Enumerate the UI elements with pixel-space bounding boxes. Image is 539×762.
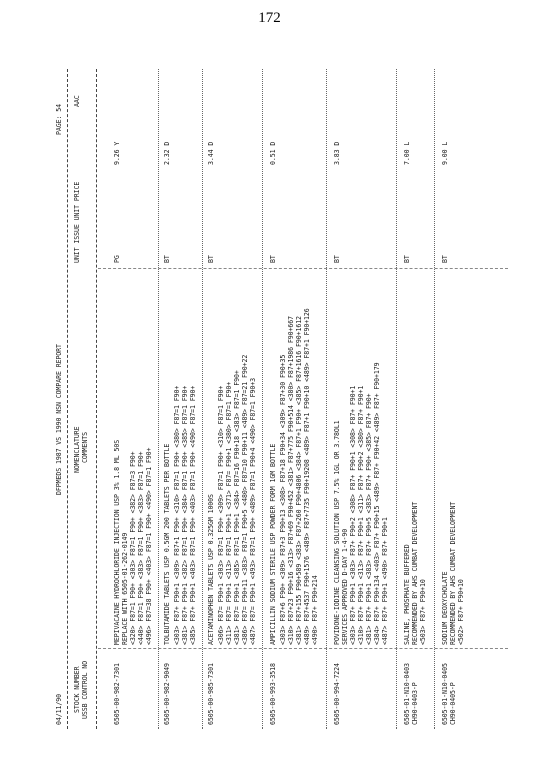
entry-divider: [434, 69, 435, 729]
stock-number: 6505-00-994-7224: [333, 663, 341, 725]
comment-line: SERVICES APPROVED D-DAY 1-4-90: [341, 528, 349, 645]
code-line: <381> F87+155 F90+589 <383> F87+260 F90+4806 <384> F87+1 F90+ <385> F87+1616 F90+1612: [295, 316, 303, 645]
item-nomenclature: MEPIVACAINE HYDROCHLORIDE INJECTION USP 3% 1.8 ML 50S: [113, 439, 121, 645]
item-nomenclature: AMPICILLIN SODIUM STERILE USP POWDER FORM 1GM BOTTLE: [269, 443, 277, 645]
unit-price: 3.44 D: [207, 141, 215, 165]
code-line: <306> F87= F90+1 <303> F87=1 F90+ <309> F87=1 F90+ <310> F87=1 F90+: [217, 385, 225, 645]
code-line: <310> F87+23 F90+16 <313> F87+69 F90+452 <381> F87+775 F90+514 <380> F87+1986 F90+667: [287, 316, 295, 645]
column-header-rule: [96, 69, 97, 729]
stock-number: 6505-00-982-9049: [163, 663, 171, 725]
entry-divider: [158, 69, 159, 729]
column-divider: [98, 648, 508, 649]
comment-line: RECOMMENDED BY AHS CUMBAT DEVELOPMENT: [449, 501, 457, 645]
code-line: <440> F87=1 F90+ <383> F87=1 F90+ <383> F87=1 F90+: [137, 451, 145, 645]
unit-price: 2.32 D: [163, 141, 171, 165]
col-stock-number: STOCK NUMBER: [73, 666, 81, 713]
code-line: <386> F87= F90+11 <383> F87=1 F90+5 <480> F87=10 F90+11 <489> F87=21 F90+22: [241, 354, 249, 645]
entry-divider: [262, 69, 263, 729]
unit-issue: BT: [403, 255, 411, 263]
control-number: CH90-0403-P: [411, 682, 419, 725]
code-line: <381> F87+ F90+1 <382> F87=1 F90+ <384> F87=1 F90+ <385> F87=1 F90+: [181, 385, 189, 645]
code-line: <502> F87+ F90+10: [457, 579, 465, 645]
item-nomenclature: SODIUM DEOXYCHOLATE: [441, 571, 449, 645]
col-comments: COMMENTS: [81, 432, 89, 463]
code-line: <303> F87+ F90+1 <303> F87+ F90+2 <308> F87+ F90+1 <308> F87+ F90+1: [349, 385, 357, 645]
report-title: DFPMEDS 1987 VS 1990 NSN COMPARE REPORT: [55, 344, 63, 495]
unit-price: 9.26 Y: [113, 141, 121, 165]
code-line: <496> F87=38 F90+ <403> F87=1 F90+ <490> F87=1 F90+: [145, 447, 153, 645]
item-nomenclature: SALINE, PHOSPHATE BUFFERED: [403, 544, 411, 645]
control-number: CH90-0405-P: [449, 682, 457, 725]
col-ui-price: UNIT ISSUE UNIT PRICE: [73, 181, 81, 263]
unit-issue: BT: [269, 255, 277, 263]
unit-price: 7.00 L: [403, 141, 411, 165]
code-line: <384> F87+ F90+134 <403> F87+ F90+15 <489> F87+ F90+42 <489> F87+ F90+179: [373, 362, 381, 645]
item-nomenclature: POVIDONE-IODINE CLEANSING SOLUTION USP 7.5% 1GL OR 3.78OL1: [333, 420, 341, 645]
unit-issue: BT: [163, 255, 171, 263]
scanned-report-page: [40, 63, 510, 731]
code-line: <490> F87+ F90+214: [311, 575, 319, 645]
code-line: <489> F87+4537 F90+1576 <489> F87+7735 F90+19208 <489> F87+1 F90+10 <489> F87+1 F90+126: [303, 308, 311, 645]
code-line: <310> F87+ F90+1 <313> F87+ F90+1 <311> F87+ F90+2 <380> F87+ F90+1: [357, 385, 365, 645]
entry-divider: [202, 69, 203, 729]
code-line: <320> F87=1 F90+ <303> F87=1 F90+ <382> F87=3 F90+: [129, 451, 137, 645]
unit-issue: BT: [207, 255, 215, 263]
page-number: 172: [258, 10, 281, 26]
col-control-no: USSB CONTROL NO: [81, 660, 89, 719]
entry-divider: [326, 69, 327, 729]
item-nomenclature: TOLBUTAMIDE TABLETS USP 0.5GM 200 TABLETS PER BOTTLE: [163, 443, 171, 645]
column-divider: [98, 268, 508, 269]
report-date: 04/11/90: [55, 694, 63, 725]
unit-issue: BT: [441, 255, 449, 263]
stock-number: 6505-00-985-7301: [207, 663, 215, 725]
col-aac: AAC: [73, 95, 81, 107]
code-line: <503> F87+ F90+10: [419, 579, 427, 645]
unit-price: 0.51 D: [269, 141, 277, 165]
code-line: <311> F87= F90+1 <313> F87=1 F90+1 <371> F87= F90+1 <380> F87=1 F90+: [225, 381, 233, 645]
stock-number: 6505-01-N10-0403: [403, 663, 411, 725]
code-line: <381> F87= F90+1 <385> F87=1 F90+1 <384> F87=16 F90+18 <383> F87=1 F90+: [233, 370, 241, 645]
item-nomenclature: ACETAMINOPHEN TABLETS USP 0.325GM 1000S: [207, 494, 215, 645]
stock-number: 6505-00-993-3518: [269, 663, 277, 725]
unit-price: 9.00 L: [441, 141, 449, 165]
header-rule: [67, 69, 68, 729]
unit-price: 3.83 D: [333, 141, 341, 165]
code-line: <303> F87+6 F90+ <309> F87+3 F90+13 <308> F87+18 F90+34 <309> F87+30 F90+35: [279, 354, 287, 645]
report-header: [56, 63, 64, 731]
unit-issue: PG: [113, 255, 121, 263]
comment-line: REPLACE WITH 6505-01-262-0149: [121, 532, 129, 645]
entry-divider: [396, 69, 397, 729]
col-nomenclature: NOMENCLATURE: [73, 426, 81, 473]
code-line: <385> F87+ F90+1 <403> F87=1 F90+ <403> F87=1 F90+ <490> F87=1 F90+: [189, 385, 197, 645]
code-line: <487> F87+ F90+1 <490> F87+ F90+1: [381, 517, 389, 645]
stock-number: 6505-01-N10-0405: [441, 663, 449, 725]
code-line: <487> F87= F90+1 <493> F87=1 F90+ <489> F87=1 F90+4 <490> F87=1 F90+3: [249, 377, 257, 645]
report-page-label: PAGE: 54: [55, 104, 63, 135]
stock-number: 6505-00-982-7301: [113, 663, 121, 725]
comment-line: RECOMMENDED BY AHS CUMBAT DEVELOPMENT: [411, 501, 419, 645]
code-line: <303> F87+ F90+1 <309> F87+1 F90+ <310> F87=1 F90+ <380> F87=1 F90+: [173, 385, 181, 645]
rotated-report: [40, 63, 510, 731]
code-line: <381> F87+ F90+1 <383> F87+ F90+5 <383> F87+ F90+ <385> F87+ F90+: [365, 393, 373, 645]
unit-issue: BT: [333, 255, 341, 263]
